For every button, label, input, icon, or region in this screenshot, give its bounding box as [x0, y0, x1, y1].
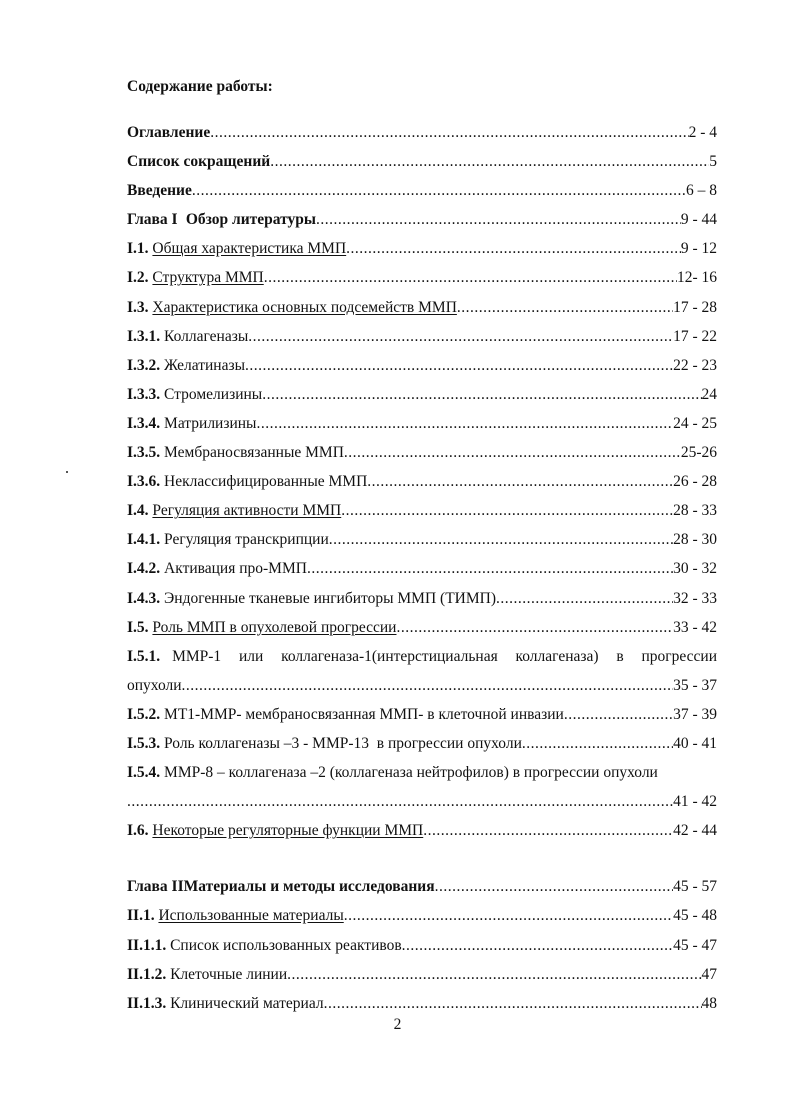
toc-entry-label: Структура ММП	[152, 269, 264, 287]
dot-leader	[344, 438, 681, 467]
toc-entry-label: ММР-8 – коллагеназа –2 (коллагеназа нейтрофилов) в прогрессии опухоли	[164, 764, 658, 782]
dot-leader	[367, 467, 673, 496]
toc-entry-1-3-3	[127, 380, 717, 409]
toc-entry-1-3-6	[127, 467, 717, 496]
toc-entry-2-1-1	[127, 931, 717, 960]
dot-leader	[264, 263, 677, 292]
dot-leader	[396, 613, 673, 642]
toc-entry-1-3	[127, 293, 717, 322]
toc-entry-label: Матрилизины	[164, 414, 257, 432]
toc-entry-1-2	[127, 263, 717, 292]
toc-entry-number: II.1.3.	[127, 994, 167, 1012]
dot-leader	[329, 525, 673, 554]
toc-entry-number: I.1.	[127, 240, 149, 258]
toc-entry-pages: 24	[701, 385, 717, 403]
toc-entry-pages: 47	[701, 965, 717, 983]
toc-entry-1-6	[127, 816, 717, 845]
toc-entry-1-1	[127, 234, 717, 263]
toc-entry-number: I.3.4.	[127, 414, 161, 432]
dot-leader	[316, 205, 681, 234]
dot-leader	[324, 989, 702, 1018]
toc-entry-number: I.4.3.	[127, 589, 161, 607]
toc-entry-pages: 6 – 8	[686, 182, 717, 200]
page-title: Содержание работы:	[127, 78, 273, 95]
toc-chapter-1	[127, 205, 717, 234]
toc-entry-1-5-1-line2	[127, 671, 717, 700]
dot-leader	[127, 787, 673, 816]
toc-entry-number: II.1.	[127, 907, 155, 925]
toc-entry-pages: 42 - 44	[673, 822, 717, 840]
toc-entry-label: Коллагеназы	[164, 327, 249, 345]
toc-entry-1-3-5	[127, 438, 717, 467]
dot-leader	[522, 729, 673, 758]
toc-chapter-2	[127, 872, 717, 901]
toc-entry-pages: 22 - 23	[673, 356, 717, 374]
toc-entry-label: Эндогенные тканевые ингибиторы ММП (ТИМП)	[164, 589, 496, 607]
toc-chapter-number: Глава II	[127, 878, 184, 896]
toc-entry-label: Оглавление	[127, 124, 211, 141]
toc-entry-pages: 2 - 4	[688, 124, 717, 141]
toc-entry-number: I.5.1.	[127, 647, 161, 665]
toc-entry-1-5-4-line2	[127, 787, 717, 816]
toc-entry-label: Регуляция активности ММП	[152, 502, 342, 520]
toc-entry-label: Общая характеристика ММП	[152, 240, 347, 258]
toc-entry-2-1-2	[127, 960, 717, 989]
toc-entry-1-4-2	[127, 554, 717, 583]
toc-entry-pages: 12- 16	[676, 269, 717, 287]
toc-entry-label: Некоторые регуляторные функции ММП	[152, 822, 424, 840]
toc-entry-pages: 35 - 37	[673, 676, 717, 694]
dot-leader	[307, 554, 673, 583]
dot-leader	[564, 700, 673, 729]
dot-leader	[248, 322, 673, 351]
toc-entry-label: Желатиназы	[164, 356, 246, 374]
toc-entry-1-4	[127, 496, 717, 525]
toc-entry-pages: 9 - 44	[680, 211, 717, 229]
dot-leader	[496, 584, 673, 613]
toc-entry-label: Характеристика основных подсемейств ММП	[152, 298, 457, 316]
toc-entry-pages: 17 - 28	[673, 298, 717, 316]
toc-entry-number: I.3.5.	[127, 444, 161, 462]
dot-leader	[402, 931, 673, 960]
toc-entry-label: Регуляция транскрипции	[164, 531, 329, 549]
toc-entry-1-5-3	[127, 729, 717, 758]
page-number: 2	[393, 1016, 402, 1033]
dot-leader	[192, 176, 686, 205]
dot-leader	[256, 409, 673, 438]
toc-entry-number: I.4.1.	[127, 531, 161, 549]
toc-entry-pages: 25-26	[680, 444, 717, 462]
toc-entry-number: I.2.	[127, 269, 149, 287]
toc-entry-pages: 5	[709, 153, 717, 171]
toc-entry-pages: 45 - 57	[673, 878, 717, 896]
toc-entry-label: Мембраносвязанные ММП	[164, 444, 344, 462]
toc-entry-label: Роль ММП в опухолевой прогрессии	[152, 618, 397, 636]
toc-entry-label: МТ1-ММР- мембраносвязанная ММП- в клеточной инвазии	[164, 705, 564, 723]
toc-entry-number: I.3.	[127, 298, 149, 316]
toc-entry-label: Использованные материалы	[158, 907, 344, 925]
toc-entry-pages: 41 - 42	[673, 793, 717, 811]
toc-entry-label: Введение	[127, 182, 192, 200]
toc-entry-oglavlenie	[127, 118, 717, 147]
toc-entry-pages: 33 - 42	[673, 618, 717, 636]
toc-entry-pages: 17 - 22	[673, 327, 717, 345]
toc-entry-pages: 45 - 48	[673, 907, 717, 925]
toc-entry-1-3-4	[127, 409, 717, 438]
table-of-contents	[127, 118, 717, 1018]
toc-entry-number: II.1.2.	[127, 965, 167, 983]
toc-entry-pages: 9 - 12	[680, 240, 717, 258]
toc-entry-label: Клеточные линии	[170, 965, 288, 983]
toc-entry-label: Клинический материал	[170, 994, 324, 1012]
toc-entry-pages: 32 - 33	[673, 589, 717, 607]
toc-entry-label: Список использованных реактивов	[170, 936, 402, 954]
toc-entry-number: I.3.1.	[127, 327, 161, 345]
toc-entry-number: I.5.2.	[127, 705, 161, 723]
toc-entry-label: Активация про-ММП	[164, 560, 307, 578]
toc-entry-label: Неклассифицированные ММП	[164, 473, 368, 491]
dot-leader	[457, 293, 673, 322]
dot-leader	[423, 816, 673, 845]
toc-entry-1-4-1	[127, 525, 717, 554]
toc-entry-number: I.3.6.	[127, 473, 161, 491]
toc-entry-1-5-4-line1	[127, 758, 717, 787]
dot-leader	[245, 351, 673, 380]
toc-entry-number: II.1.1.	[127, 936, 167, 954]
dot-leader	[210, 118, 688, 147]
toc-entry-number: I.5.3.	[127, 734, 161, 752]
dot-leader	[287, 960, 701, 989]
toc-entry-label: Обзор литературы	[185, 211, 316, 229]
toc-entry-1-3-2	[127, 351, 717, 380]
toc-entry-number: I.6.	[127, 822, 149, 840]
toc-entry-pages: 30 - 32	[673, 560, 717, 578]
dot-leader	[435, 872, 673, 901]
toc-entry-1-5-1-line1	[127, 642, 717, 671]
toc-entry-pages: 40 - 41	[673, 734, 717, 752]
toc-entry-label: Материалы и методы исследования	[183, 878, 435, 896]
toc-entry-pages: 26 - 28	[673, 473, 717, 491]
toc-entry-pages: 45 - 47	[673, 936, 717, 954]
toc-entry-number: I.4.	[127, 502, 149, 520]
toc-entry-label: ММР-1 или коллагеназа-1(интерстициальная коллагеназа) в прогрессии	[172, 647, 718, 665]
dot-leader	[344, 901, 673, 930]
dot-leader	[182, 671, 674, 700]
dot-leader	[346, 234, 681, 263]
toc-entry-number: I.4.2.	[127, 560, 161, 578]
toc-entry-1-4-3	[127, 584, 717, 613]
toc-entry-introduction	[127, 176, 717, 205]
toc-entry-abbreviations	[127, 147, 717, 176]
dot-leader	[341, 496, 673, 525]
toc-entry-label: Стромелизины	[164, 385, 263, 403]
toc-entry-1-5-2	[127, 700, 717, 729]
scan-speck	[66, 471, 68, 473]
toc-entry-number: I.5.4.	[127, 764, 161, 782]
toc-entry-pages: 48	[701, 994, 717, 1012]
toc-entry-pages: 28 - 30	[673, 531, 717, 549]
toc-entry-pages: 24 - 25	[673, 414, 717, 432]
toc-entry-1-3-1	[127, 322, 717, 351]
toc-entry-label: Роль коллагеназы –3 - ММР-13 в прогрессии опухоли	[164, 734, 522, 752]
toc-entry-pages: 37 - 39	[673, 705, 717, 723]
toc-entry-1-5	[127, 613, 717, 642]
toc-entry-label-continued: опухоли	[127, 676, 182, 694]
toc-entry-number: I.3.3.	[127, 385, 161, 403]
dot-leader	[270, 147, 709, 176]
toc-entry-pages: 28 - 33	[673, 502, 717, 520]
toc-entry-number: I.3.2.	[127, 356, 161, 374]
toc-entry-2-1	[127, 901, 717, 930]
toc-chapter-number: Глава I	[127, 211, 178, 229]
toc-entry-label: Список сокращений	[127, 153, 271, 171]
toc-entry-number: I.5.	[127, 618, 149, 636]
toc-entry-2-1-3	[127, 989, 717, 1018]
dot-leader	[262, 380, 701, 409]
